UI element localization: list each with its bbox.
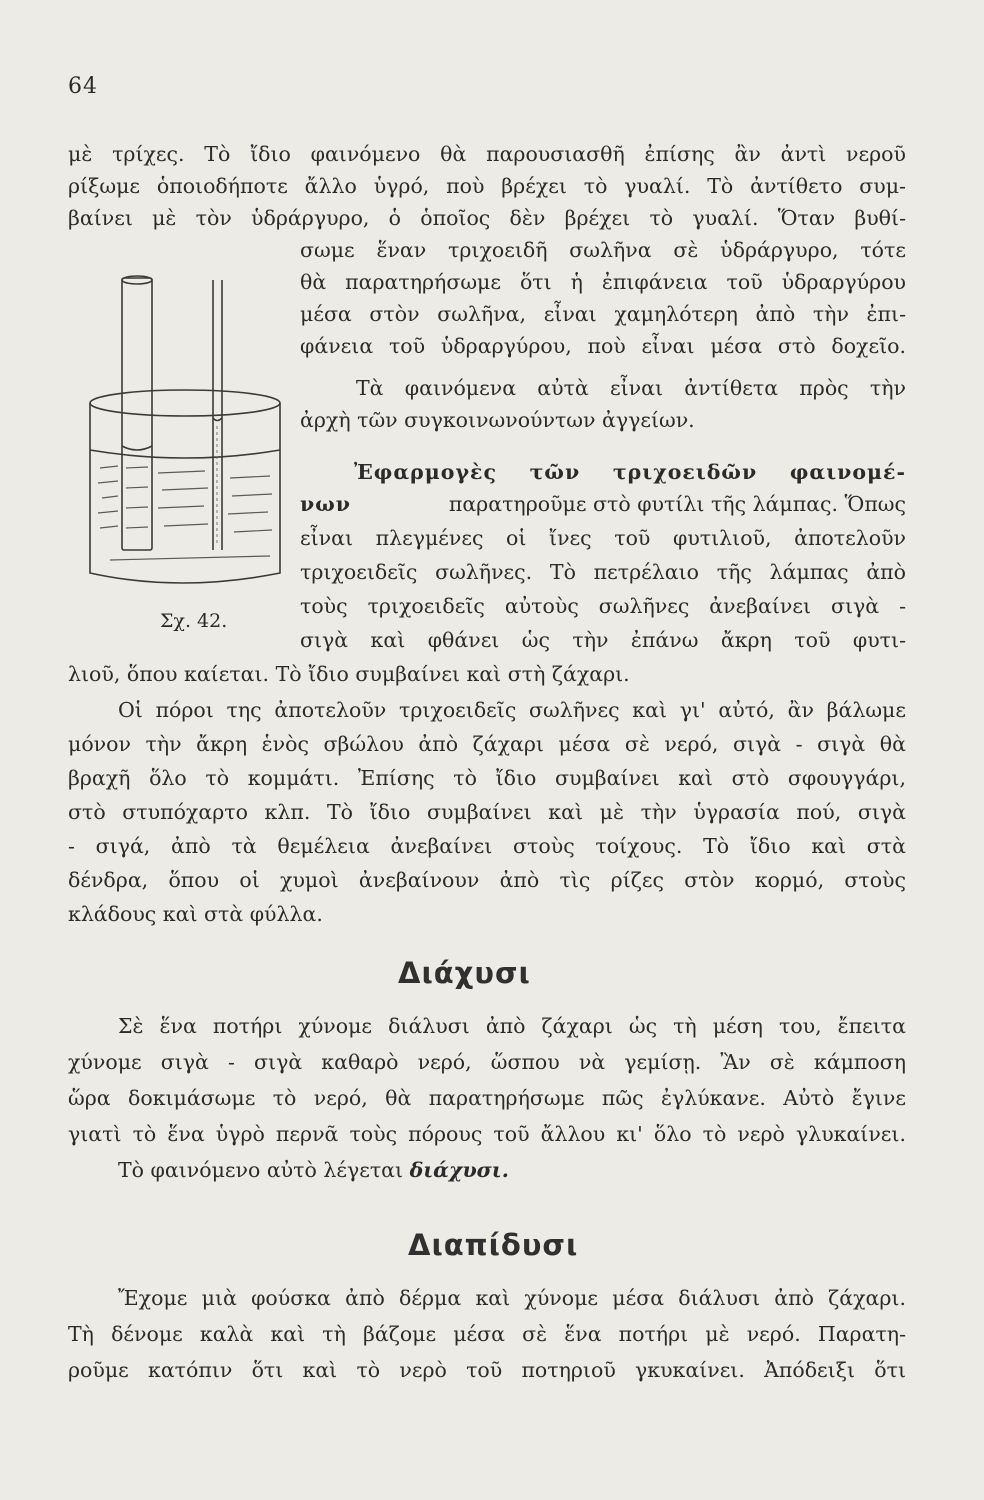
text-line: - σιγά, ἀπὸ τὰ θεμέλεια ἀνεβαίνει στοὺς τοίχους. Τὸ ἴδιο καὶ στὰ — [68, 834, 906, 858]
text-line: ρίξωμε ὁποιοδήποτε ἄλλο ὑγρό, ποὺ βρέχει τὸ γυαλί. Τὸ ἀντίθετο συμ- — [68, 174, 906, 198]
section-title-osmosis: Διαπίδυσι — [408, 1228, 579, 1262]
text-line: χύνομε σιγὰ - σιγὰ καθαρὸ νερό, ὥσπου νὰ γεμίσῃ. Ἂν σὲ κάμποση — [68, 1050, 906, 1074]
text-span: παρατηροῦμε στὸ φυτίλι τῆς λάμπας. Ὅπως — [448, 492, 906, 516]
text-line: θὰ παρατηρήσωμε ὅτι ἡ ἐπιφάνεια τοῦ ὑδραργύρου — [300, 270, 906, 294]
term-diffusion: διάχυσι. — [409, 1158, 509, 1182]
text-line: μέσα στὸν σωλῆνα, εἶναι χαμηλότερη ἀπὸ τὴν ἐπι- — [300, 302, 906, 326]
applications-heading: Ἐφαρμογὲς τῶν τριχοειδῶν φαινομέ- — [354, 460, 906, 484]
text-line: Τὴ δένομε καλὰ καὶ τὴ βάζομε μέσα σὲ ἕνα ποτήρι μὲ νερό. Παρατη- — [68, 1322, 906, 1346]
text-line: τοὺς τριχοειδεῖς αὐτοὺς σωλῆνες ἀνεβαίνει σιγὰ - — [300, 594, 906, 618]
text-line — [354, 458, 906, 486]
text-line: εἶναι πλεγμένες οἱ ἴνες τοῦ φυτιλιοῦ, ἀποτελοῦν — [300, 526, 906, 550]
figure-caption: Σχ. 42. — [160, 610, 228, 632]
text-line: τριχοειδεῖς σωλῆνες. Τὸ πετρέλαιο τῆς λάμπας ἀπὸ — [300, 560, 906, 584]
page-number: 64 — [68, 74, 98, 99]
text-line — [118, 1156, 509, 1184]
text-line: ροῦμε κατόπιν ὅτι καὶ τὸ νερὸ τοῦ ποτηριοῦ γκυκαίνει. Ἀπόδειξι ὅτι — [68, 1358, 906, 1382]
text-line: γιατὶ τὸ ἕνα ὑγρὸ περνᾶ τοὺς πόρους τοῦ ἄλλου κι' ὅλο τὸ νερὸ γλυκαίνει. — [68, 1122, 906, 1146]
text-line: δένδρα, ὅπου οἱ χυμοὶ ἀνεβαίνουν ἀπὸ τὶς ρίζες στὸν κορμό, στοὺς — [68, 868, 906, 892]
text-line: κλάδους καὶ στὰ φύλλα. — [68, 902, 323, 926]
text-line: μόνον τὴν ἄκρη ἑνὸς σβώλου ἀπὸ ζάχαρι μέσα σὲ νερό, σιγὰ - σιγὰ θὰ — [68, 732, 906, 756]
text-line: σιγὰ καὶ φθάνει ὡς τὴν ἐπάνω ἄκρη τοῦ φυτι- — [300, 628, 906, 652]
text-line: Ἔχομε μιὰ φούσκα ἀπὸ δέρμα καὶ χύνομε μέσα διάλυσι ἀπὸ ζάχαρι. — [118, 1286, 906, 1310]
text-line: βραχῆ ὅλο τὸ κομμάτι. Ἐπίσης τὸ ἴδιο συμβαίνει καὶ στὸ σφουγγάρι, — [68, 766, 906, 790]
text-line: λιοῦ, ὅπου καίεται. Τὸ ἴδιο συμβαίνει καὶ στὴ ζάχαρι. — [68, 662, 630, 686]
text-span: Τὸ φαινόμενο αὐτὸ λέγεται — [118, 1158, 404, 1182]
text-line: στὸ στυπόχαρτο κλπ. Τὸ ἴδιο συμβαίνει καὶ μὲ τὴν ὑγρασία πού, σιγὰ — [68, 800, 906, 824]
applications-heading-cont: νων — [300, 492, 351, 516]
text-line: Σὲ ἕνα ποτήρι χύνομε διάλυσι ἀπὸ ζάχαρι ὡς τὴ μέση του, ἔπειτα — [118, 1014, 906, 1038]
text-line: φάνεια τοῦ ὑδραργύρου, ποὺ εἶναι μέσα στὸ δοχεῖο. — [300, 334, 906, 358]
text-line — [300, 490, 906, 518]
text-line: ἀρχὴ τῶν συγκοινωνούντων ἀγγείων. — [300, 408, 695, 432]
text-line: Τὰ φαινόμενα αὐτὰ εἶναι ἀντίθετα πρὸς τὴν — [356, 376, 906, 400]
section-title-diffusion: Διάχυσι — [398, 956, 531, 990]
text-line: Οἱ πόροι της ἀποτελοῦν τριχοειδεῖς σωλῆνες καὶ γι' αὐτό, ἂν βάλωμε — [118, 698, 906, 722]
text-line: βαίνει μὲ τὸν ὑδράργυρο, ὁ ὁποῖος δὲν βρέχει τὸ γυαλί. Ὅταν βυθί- — [68, 206, 906, 230]
text-line: μὲ τρίχες. Τὸ ἴδιο φαινόμενο θὰ παρουσιασθῆ ἐπίσης ἂν ἀντὶ νεροῦ — [68, 142, 906, 166]
capillary-figure — [80, 268, 300, 638]
text-line: ὥρα δοκιμάσωμε τὸ νερό, θὰ παρατηρήσωμε πῶς ἐγλύκανε. Αὐτὸ ἔγινε — [68, 1086, 906, 1110]
text-line: σωμε ἕναν τριχοειδῆ σωλῆνα σὲ ὑδράργυρο, τότε — [300, 238, 906, 262]
